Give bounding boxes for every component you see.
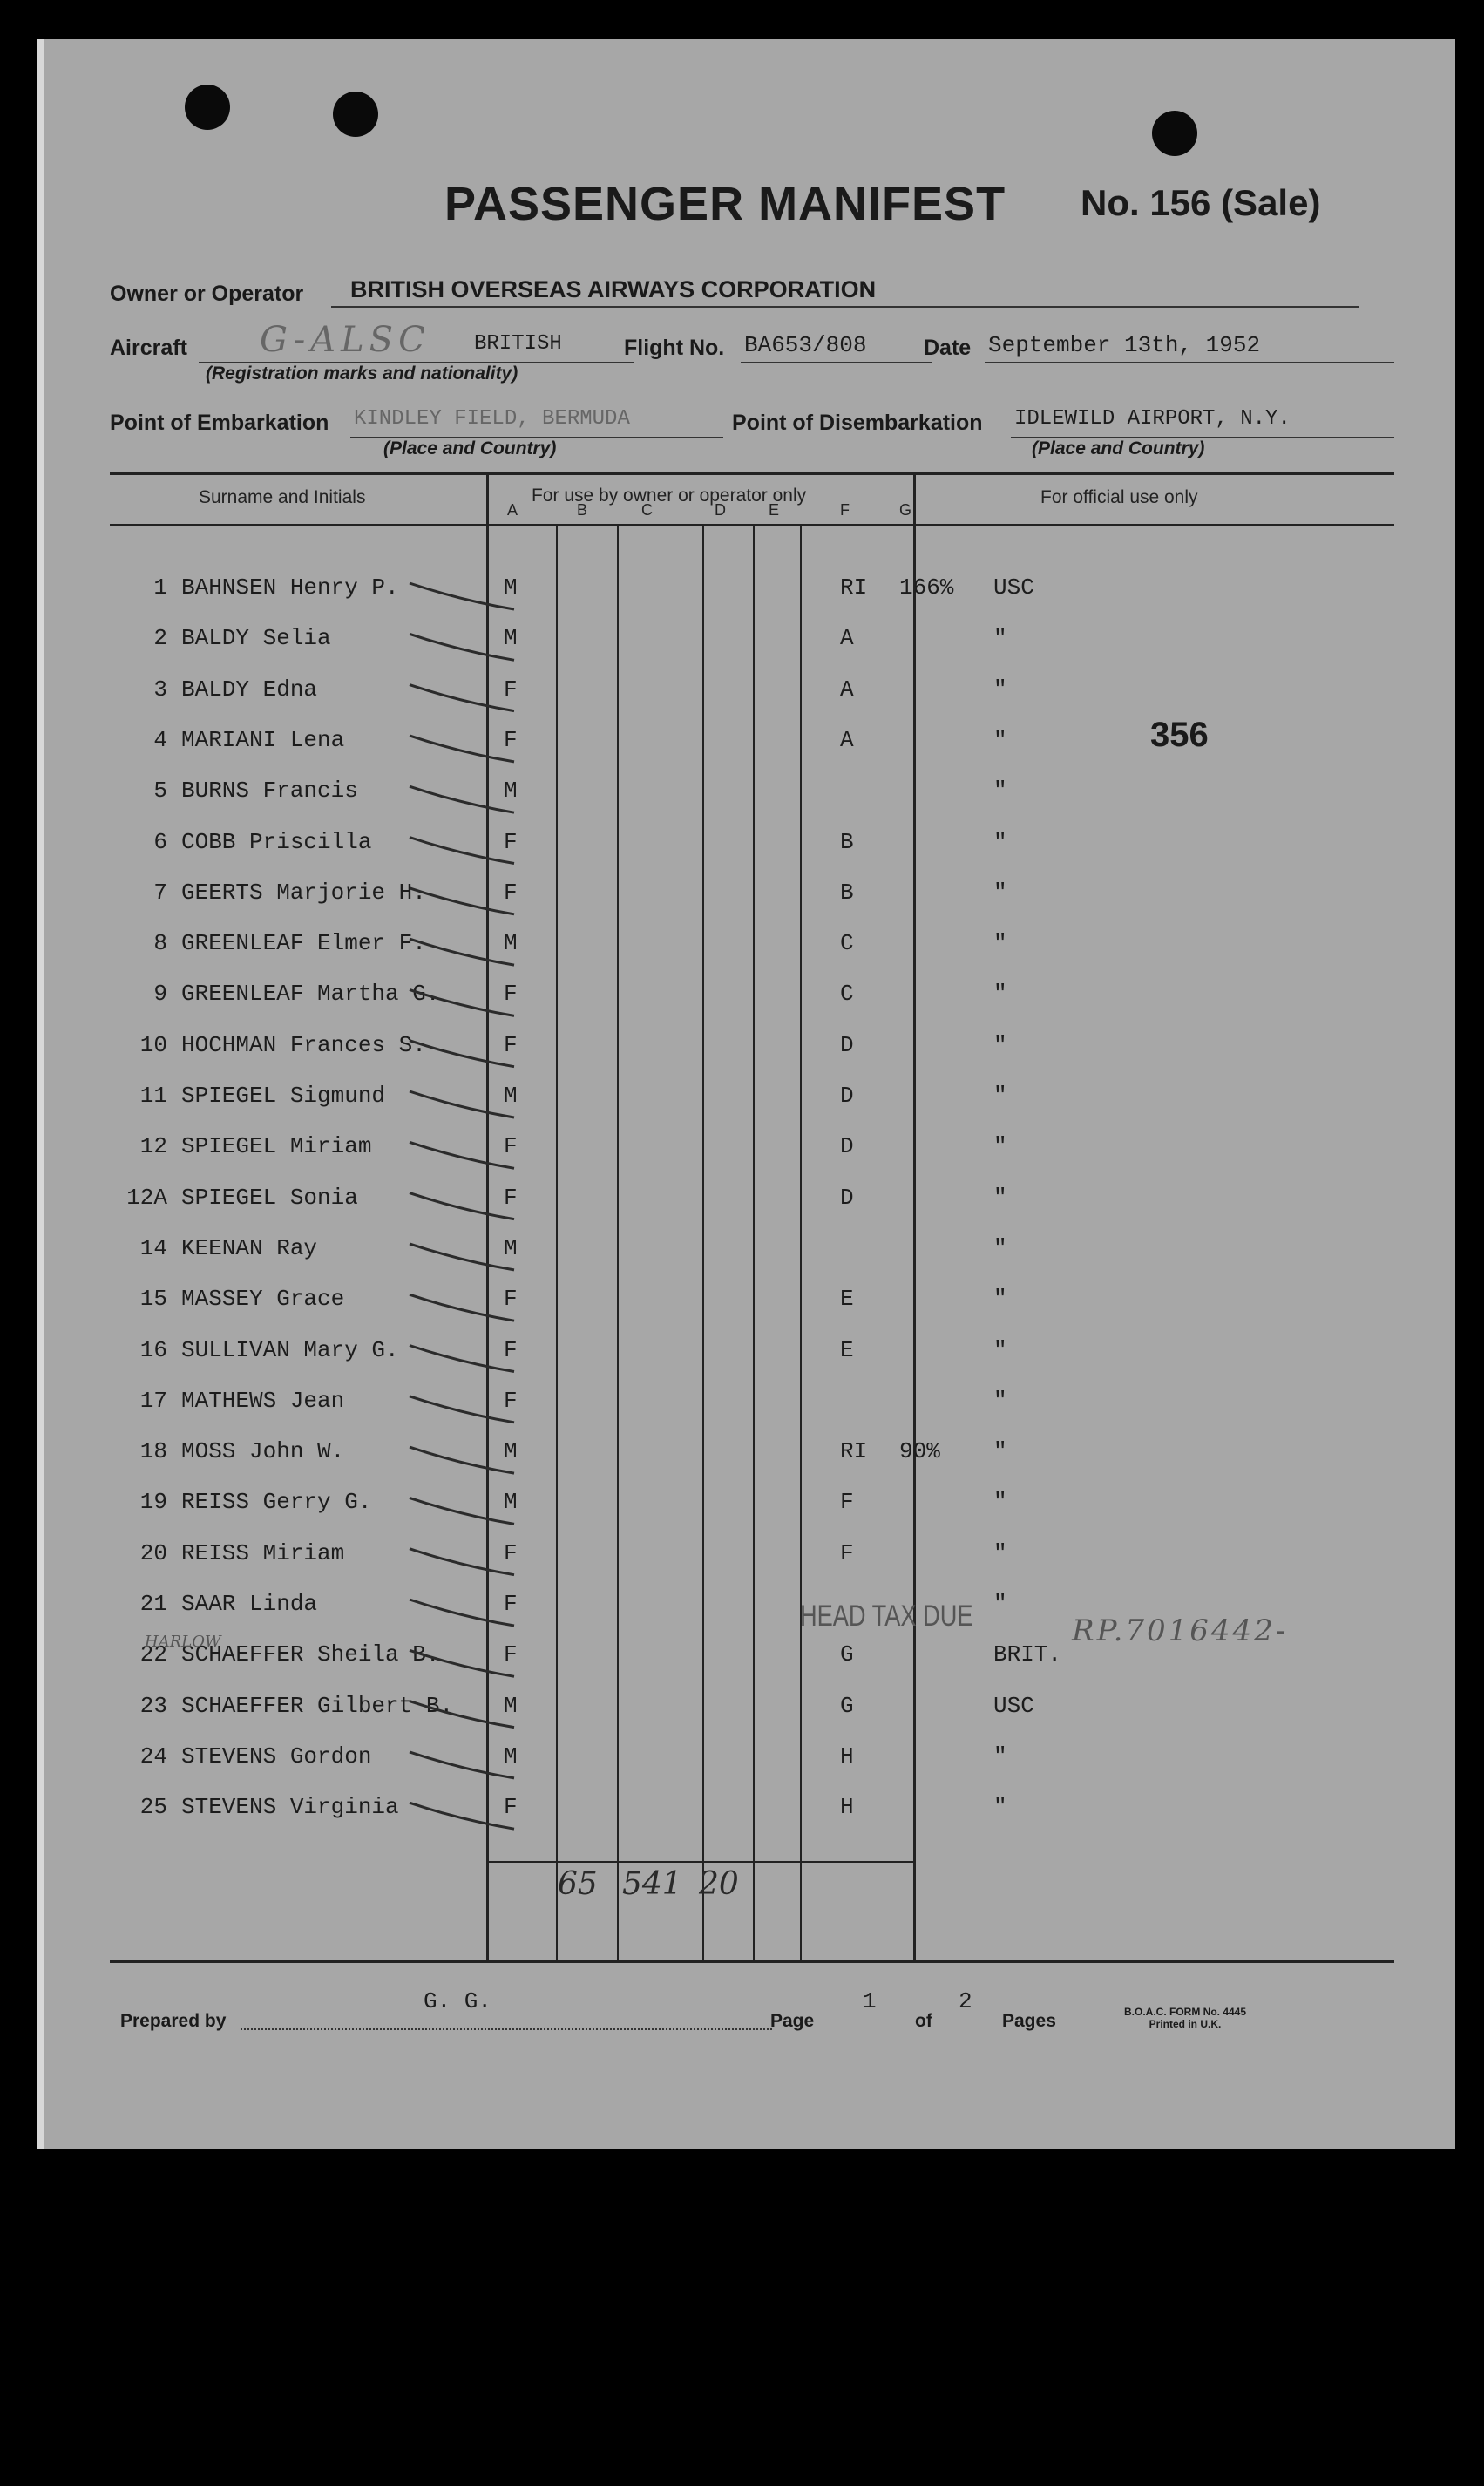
check-mark [410,1142,514,1168]
sex: F [504,1184,518,1211]
passenger-name: KEENAN Ray [181,1234,318,1261]
class-code: D [840,1133,854,1160]
check-mark [410,939,514,965]
official-note: " [993,1438,1007,1465]
class-code: H [840,1742,854,1769]
official-note: " [993,1083,1007,1109]
class-code: F [840,1539,854,1566]
row-number: 14 [139,1234,167,1261]
sex: F [504,828,518,855]
check-mark [410,685,514,711]
row-number: 24 [139,1742,167,1769]
flight-label: Flight No. [624,336,725,360]
page-value: 1 [863,1988,877,2014]
class-code: C [840,930,854,957]
official-column-header: For official use only [1040,487,1198,507]
total-b: 65 [558,1866,598,1902]
letter-header-b: B [577,501,588,519]
official-note: " [993,1539,1007,1566]
sex: F [504,1133,518,1160]
letter-header-c: C [641,501,653,519]
class-code: RI [840,1438,868,1465]
passenger-name: SULLIVAN Mary G. [181,1336,399,1363]
check-mark [410,1600,514,1626]
row-number: 18 [139,1438,167,1465]
owner-column-header: For use by owner or operator only [532,486,807,506]
class-code: D [840,1184,854,1211]
sex: F [504,879,518,906]
official-note: " [993,1133,1007,1160]
class-code: D [840,1031,854,1058]
passenger-name: GEERTS Marjorie H. [181,879,426,906]
passenger-name: MASSEY Grace [181,1286,345,1313]
embark-sublabel: (Place and Country) [383,438,557,458]
official-note: " [993,1234,1007,1261]
of-label: of [915,2011,932,2031]
document-title: PASSENGER MANIFEST [444,178,1006,230]
pages-label: Pages [1002,2011,1056,2031]
total-c: 541 [622,1866,682,1902]
embark-value: KINDLEY FIELD, BERMUDA [354,407,630,431]
sex: M [504,1438,518,1465]
sex: M [504,930,518,957]
sex: M [504,1742,518,1769]
percentage: 166% [899,574,954,601]
form-number [1124,2006,1246,2030]
official-note: " [993,1286,1007,1313]
class-code: D [840,1083,854,1109]
check-mark [410,1193,514,1219]
class-code: B [840,828,854,855]
class-code: A [840,676,854,703]
passenger-name: REISS Gerry G. [181,1489,372,1516]
date-value: September 13th, 1952 [988,332,1261,358]
check-mark [410,1294,514,1321]
class-code: RI [840,574,868,601]
official-note: " [993,726,1007,753]
row-number: 19 [139,1489,167,1516]
passenger-name: MARIANI Lena [181,726,345,753]
row-number: 21 [139,1591,167,1617]
passenger-name: REISS Miriam [181,1539,345,1566]
official-note: USC [993,1692,1034,1719]
row-number: 23 [139,1692,167,1719]
passenger-name: STEVENS Virginia [181,1794,399,1821]
check-mark [410,1346,514,1372]
passenger-name: SCHAEFFER Gilbert B. [181,1692,454,1719]
row-number: 7 [153,879,167,906]
check-mark [410,1396,514,1423]
class-code: E [840,1336,854,1363]
official-note: " [993,1336,1007,1363]
aircraft-nationality: BRITISH [474,332,562,356]
official-note: " [993,1742,1007,1769]
official-stamp-number: 356 [1150,716,1209,754]
row-number: 6 [153,828,167,855]
sex: M [504,1692,518,1719]
handwritten-rp-number: RP.7016442- [1072,1613,1289,1648]
sex: F [504,726,518,753]
sex: F [504,1641,518,1668]
sex: M [504,574,518,601]
check-mark [410,634,514,660]
surname-column-header: Surname and Initials [199,487,366,507]
check-mark [410,786,514,812]
passenger-name: GREENLEAF Elmer F. [181,930,426,957]
class-code: H [840,1794,854,1821]
check-mark [410,1549,514,1575]
sex: M [504,1489,518,1516]
passenger-name: HOCHMAN Frances S. [181,1031,426,1058]
sex: M [504,778,518,805]
row-number: 11 [139,1083,167,1109]
row-number: 10 [139,1031,167,1058]
check-mark [410,583,514,609]
passenger-name: BAHNSEN Henry P. [181,574,399,601]
date-label: Date [924,336,972,360]
official-note: " [993,1184,1007,1211]
official-note: " [993,1489,1007,1516]
total-d: 20 [699,1866,739,1902]
check-mark [410,838,514,864]
aircraft-sublabel: (Registration marks and nationality) [206,363,518,384]
head-tax-stamp: HEAD TAX DUE [800,1600,973,1633]
passenger-name: SPIEGEL Miriam [181,1133,372,1160]
disembark-sublabel: (Place and Country) [1032,438,1205,458]
official-note: BRIT. [993,1641,1062,1668]
sex: F [504,1794,518,1821]
prepared-by-value: G. G. [424,1988,492,2014]
check-mark [410,1091,514,1117]
form-number-line: B.O.A.C. FORM No. 4445 [1124,2006,1247,2018]
check-mark [410,1498,514,1524]
passenger-name: MATHEWS Jean [181,1387,345,1414]
sex: F [504,981,518,1008]
official-note: " [993,625,1007,652]
check-mark [410,1701,514,1728]
manifest-sheet [37,39,1455,2149]
row-number: 5 [153,778,167,805]
row-number: 3 [153,676,167,703]
disembark-value: IDLEWILD AIRPORT, N.Y. [1014,407,1291,431]
passenger-name: COBB Priscilla [181,828,372,855]
letter-header-a: A [507,501,518,519]
class-code: A [840,625,854,652]
letter-header-e: E [769,501,780,519]
row-number: 9 [153,981,167,1008]
form-printed-line: Printed in U.K. [1149,2018,1222,2030]
official-note: " [993,1387,1007,1414]
class-code: E [840,1286,854,1313]
class-code: C [840,981,854,1008]
percentage: 90% [899,1438,940,1465]
row-number: 1 [153,574,167,601]
aircraft-value: G-ALSC [260,320,430,360]
embark-label: Point of Embarkation [110,411,329,435]
row-number: 4 [153,726,167,753]
check-mark [410,1650,514,1676]
row-number: 16 [139,1336,167,1363]
official-note: " [993,676,1007,703]
check-mark [410,1244,514,1270]
passenger-name: GREENLEAF Martha G. [181,981,440,1008]
row-number: 25 [139,1794,167,1821]
sex: F [504,1591,518,1617]
official-note: " [993,1591,1007,1617]
letter-header-g: G [899,501,912,519]
sex: F [504,1539,518,1566]
sex: F [504,676,518,703]
sex: F [504,1286,518,1313]
check-mark [410,1803,514,1829]
row-number: 12 [139,1133,167,1160]
sex: F [504,1336,518,1363]
check-mark [410,736,514,762]
official-note: " [993,879,1007,906]
prepared-by-line [241,2028,772,2030]
flight-value: BA653/808 [744,332,867,358]
sex: M [504,1083,518,1109]
handwritten-check-marks [44,39,1455,2149]
passenger-name: BALDY Selia [181,625,331,652]
disembark-label: Point of Disembarkation [732,411,983,435]
letter-header-d: D [715,501,726,519]
class-code: G [840,1692,854,1719]
row-number: 20 [139,1539,167,1566]
official-note: " [993,778,1007,805]
class-code: G [840,1641,854,1668]
passenger-name: SPIEGEL Sigmund [181,1083,386,1109]
of-value: 2 [959,1988,972,2014]
row-number: 12A [126,1184,167,1211]
sex: F [504,1387,518,1414]
page-label: Page [770,2011,815,2031]
passenger-name: SCHAEFFER Sheila B. [181,1641,440,1668]
sex: F [504,1031,518,1058]
check-mark [410,1447,514,1473]
sex: M [504,1234,518,1261]
aircraft-label: Aircraft [110,336,187,360]
class-code: F [840,1489,854,1516]
sex: M [504,625,518,652]
official-note: " [993,981,1007,1008]
official-note: " [993,828,1007,855]
official-note: " [993,1794,1007,1821]
official-note: " [993,1031,1007,1058]
letter-header-f: F [840,501,850,519]
passenger-name: BURNS Francis [181,778,358,805]
row-number: 2 [153,625,167,652]
check-mark [410,888,514,914]
row-number: 22 [139,1641,167,1668]
class-code: A [840,726,854,753]
class-code: B [840,879,854,906]
manifest-number: No. 156 (Sale) [1081,182,1321,223]
row-number: 8 [153,930,167,957]
official-note: " [993,930,1007,957]
check-mark [410,1752,514,1778]
passenger-name: SAAR Linda [181,1591,318,1617]
passenger-name: BALDY Edna [181,676,318,703]
official-note: USC [993,574,1034,601]
passenger-name: SPIEGEL Sonia [181,1184,358,1211]
row-number: 17 [139,1387,167,1414]
owner-label: Owner or Operator [110,282,304,306]
row-number: 15 [139,1286,167,1313]
check-mark [410,1041,514,1067]
passenger-name: STEVENS Gordon [181,1742,372,1769]
passenger-name: MOSS John W. [181,1438,345,1465]
handwritten-harlow-note: HARLOW [145,1633,221,1651]
owner-value: BRITISH OVERSEAS AIRWAYS CORPORATION [350,276,877,302]
prepared-by-label: Prepared by [120,2011,227,2031]
check-mark [410,989,514,1015]
